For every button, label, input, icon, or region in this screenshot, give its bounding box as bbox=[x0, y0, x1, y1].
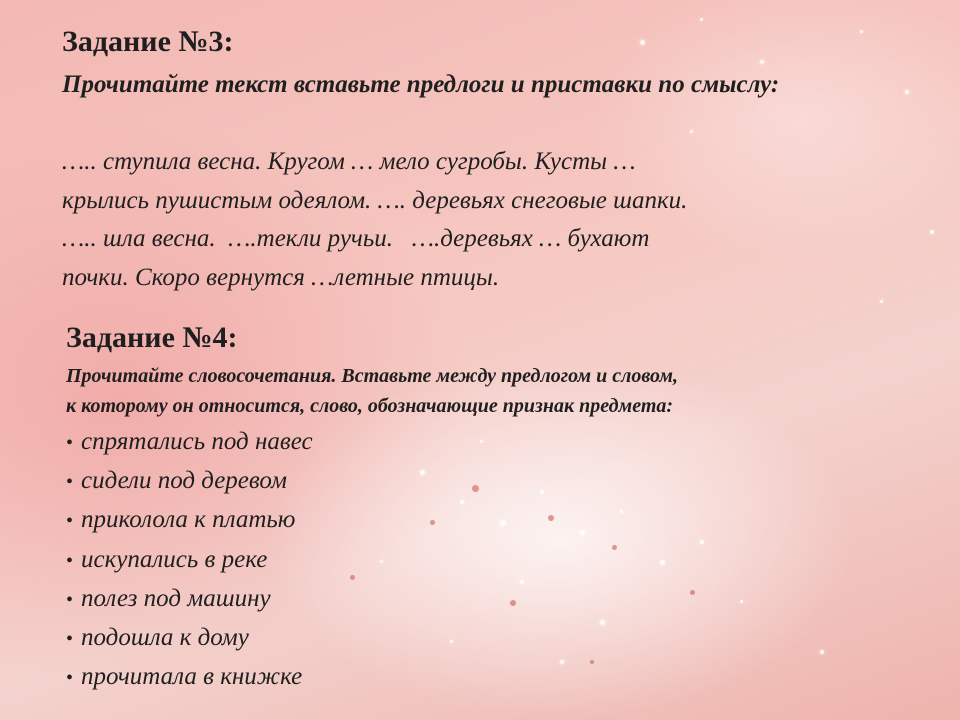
task4-instruction bbox=[66, 361, 926, 421]
list-item bbox=[66, 580, 313, 619]
phrase-text: спрятались под навес bbox=[81, 428, 313, 455]
phrase-list bbox=[66, 423, 313, 697]
task3-text-line: почки. Скоро вернутся …летные птицы. bbox=[62, 263, 500, 291]
bullet-icon: • bbox=[66, 510, 74, 533]
bullet-icon: • bbox=[66, 588, 74, 611]
phrase-text: прочитала в книжке bbox=[81, 663, 303, 691]
phrase-text: искупались в реке bbox=[81, 545, 268, 573]
list-item bbox=[66, 462, 313, 501]
phrase-text: приколола к платью bbox=[81, 506, 296, 534]
phrase-text: полез под машину bbox=[81, 584, 271, 612]
list-item bbox=[66, 619, 313, 658]
bullet-icon: • bbox=[66, 471, 74, 494]
phrase-text: сидели под деревом bbox=[81, 467, 287, 495]
list-item bbox=[66, 541, 313, 580]
list-item bbox=[66, 423, 313, 462]
bullet-icon: • bbox=[66, 549, 74, 572]
phrase-text: подошла к дому bbox=[81, 624, 249, 652]
task3-text bbox=[62, 143, 922, 297]
task3-text-line: ….. ступила весна. Кругом … мело сугробы. Кусты … bbox=[62, 148, 636, 175]
task3-text-line: ….. шла весна. ….текли ручьи. ….деревьях … бухают bbox=[62, 225, 650, 252]
list-item bbox=[66, 501, 313, 540]
list-item bbox=[66, 658, 313, 697]
task4-title: Задание №4: bbox=[66, 321, 238, 354]
task3-title: Задание №3: bbox=[62, 25, 234, 58]
bullet-icon: • bbox=[66, 667, 74, 690]
bullet-icon: • bbox=[66, 432, 74, 454]
task3-instruction: Прочитайте текст вставьте предлоги и приставки по смыслу: bbox=[62, 71, 780, 98]
task4-instruction-line: к которому он относится, слово, обозначающие признак предмета: bbox=[66, 395, 674, 417]
task4-instruction-line: Прочитайте словосочетания. Вставьте между предлогом и словом, bbox=[66, 365, 678, 387]
task3-text-line: крылись пушистым одеялом. …. деревьях снеговые шапки. bbox=[62, 186, 688, 214]
bullet-icon: • bbox=[66, 628, 74, 651]
